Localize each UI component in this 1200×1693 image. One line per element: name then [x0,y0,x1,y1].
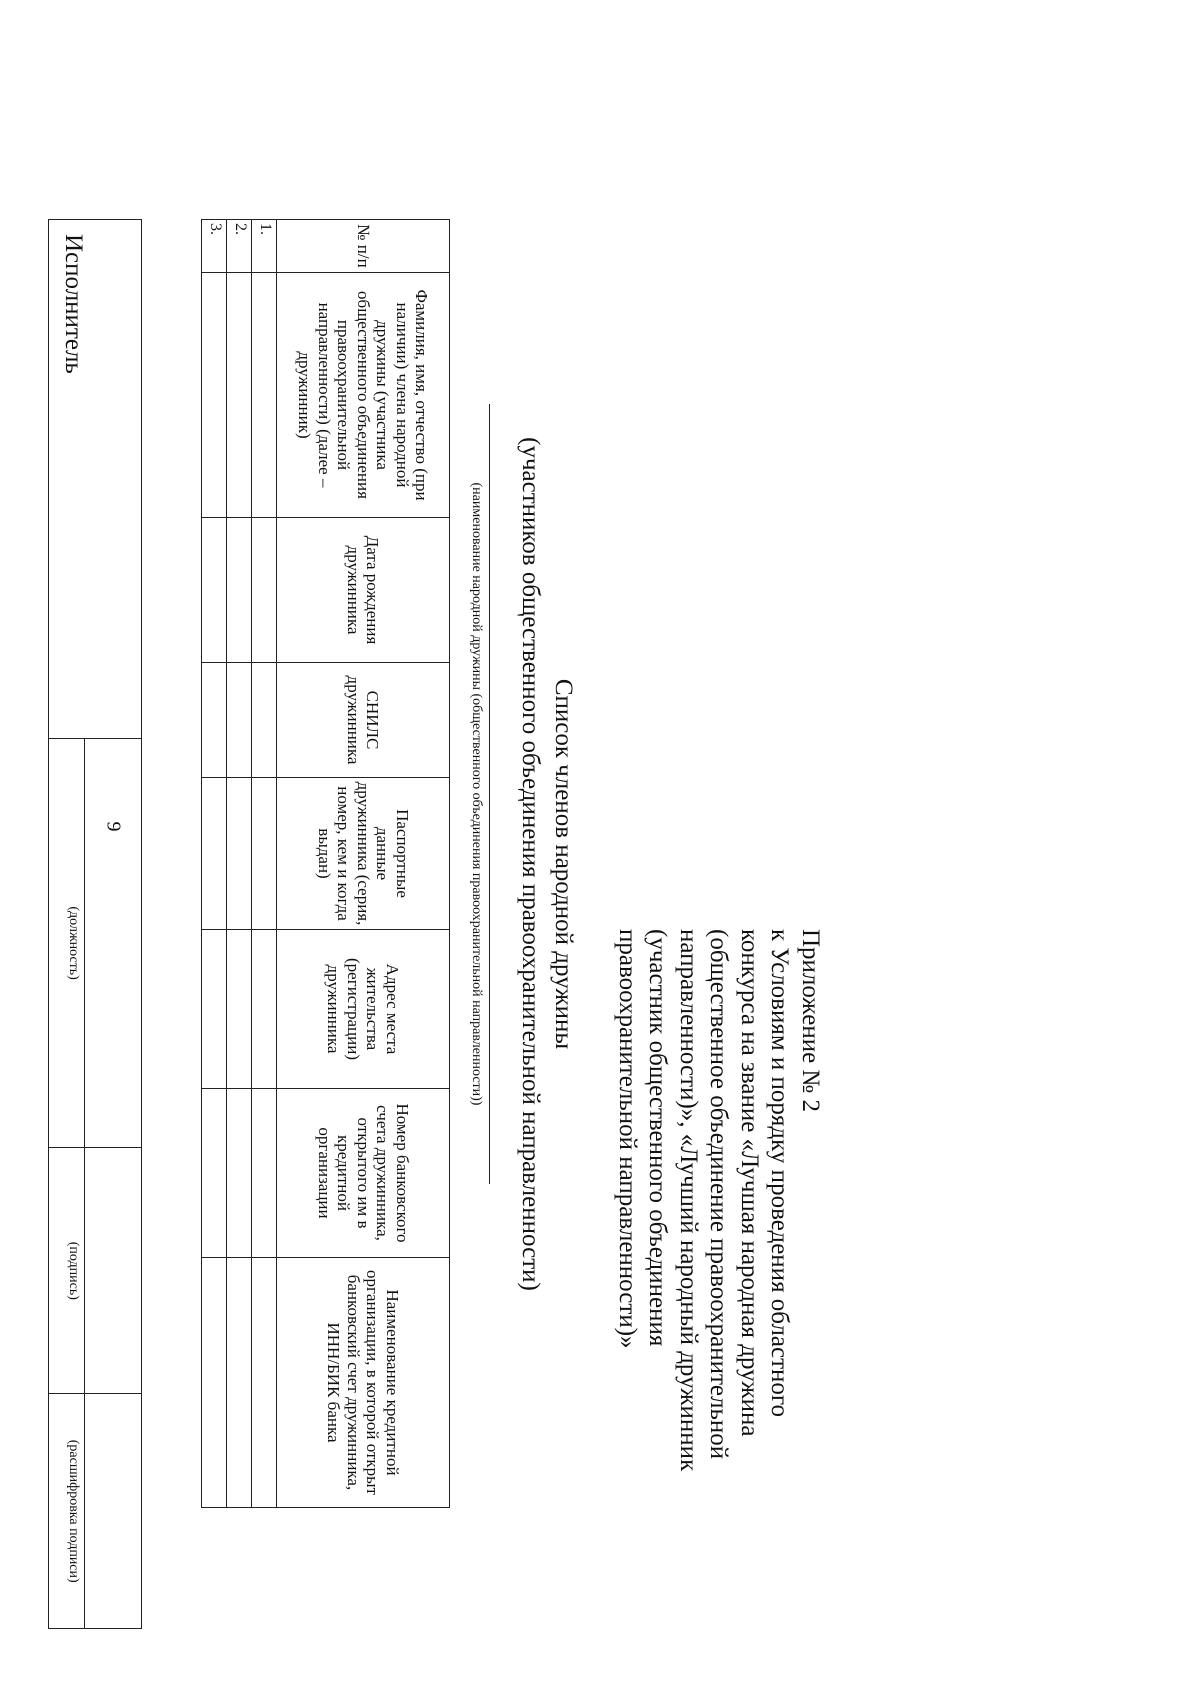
table-header-row [277,220,450,1508]
header-num: № п/п [277,220,450,273]
header-full-name: Фамилия, имя, отчество (при наличии) члена народной дружины (участника общественного объединения правоохранительной направленности) (далее – дружинник) [277,273,450,518]
list-title-line1: Список членов народной дружины [550,678,577,1050]
position-caption: (должность) [66,906,81,980]
table-row [227,220,252,1508]
cell-address [227,930,252,1089]
row-number: 1. [252,220,277,273]
cell-birth-date [252,518,277,663]
header-account-number: Номер банковского счета дружинника, открытого им в кредитной организации [277,1089,450,1258]
cell-full-name [202,273,227,518]
decryption-cell [49,1394,142,1629]
executor-cell [49,220,142,739]
cell-passport [227,778,252,930]
appendix-line: направленности)», «Лучший народный дружинник [675,929,702,1472]
row-number: 2. [227,220,252,273]
cell-full-name [252,273,277,518]
page-number: 9 [102,821,125,832]
appendix-line: (общественное объединение правоохранительной [705,929,733,1460]
list-title-line2: (участников общественного объединения правоохранительной направленности) [517,437,544,1291]
executor-label: Исполнитель [60,234,87,374]
appendix-line: правоохранительной направленности)» [614,929,641,1349]
table-row [252,220,277,1508]
druzhina-name-caption: (наименование народной дружины (общественного объединения правоохранительной направленности)) [469,482,484,1106]
header-passport: Паспортные данные дружинника (серия, номер, кем и когда выдан) [277,778,450,930]
cell-bank-name [227,1258,252,1508]
members-table [201,219,450,1508]
cell-account-number [227,1089,252,1258]
signature-cell [49,1148,142,1394]
position-line [84,739,85,1147]
signature-block [48,219,142,1629]
header-snils: СНИЛС дружинника [277,663,450,778]
cell-bank-name [252,1258,277,1508]
cell-birth-date [227,518,252,663]
cell-address [202,930,227,1089]
druzhina-name-line [489,404,490,1184]
header-address: Адрес места жительства (регистрации) дружинника [277,930,450,1089]
row-number: 3. [202,220,227,273]
decryption-caption: (расшифровка подписи) [66,1439,81,1583]
cell-snils [227,663,252,778]
cell-snils [202,663,227,778]
header-bank-name: Наименование кредитной организации, в которой открыт банковский счет дружинника, ИНН/БИК банка [277,1258,450,1508]
list-title [514,384,580,1344]
cell-account-number [252,1089,277,1258]
cell-address [252,930,277,1089]
appendix-line: к Условиям и порядку проведения областного [766,929,794,1418]
signature-line [84,1148,85,1393]
signature-caption: (подпись) [66,1241,81,1300]
header-birth-date: Дата рождения дружинника [277,518,450,663]
appendix-header [612,929,826,1549]
decryption-line [84,1394,85,1628]
cell-snils [252,663,277,778]
cell-birth-date [202,518,227,663]
position-cell [49,739,142,1148]
appendix-line: (участник общественного объединения [644,929,672,1347]
cell-passport [202,778,227,930]
appendix-line: Приложение № 2 [797,929,824,1113]
appendix-line: конкурса на звание «Лучшая народная дружина [736,929,763,1437]
rotated-page-content [0,84,1020,1629]
cell-account-number [202,1089,227,1258]
table-row [202,220,227,1508]
cell-full-name [227,273,252,518]
cell-bank-name [202,1258,227,1508]
cell-passport [252,778,277,930]
